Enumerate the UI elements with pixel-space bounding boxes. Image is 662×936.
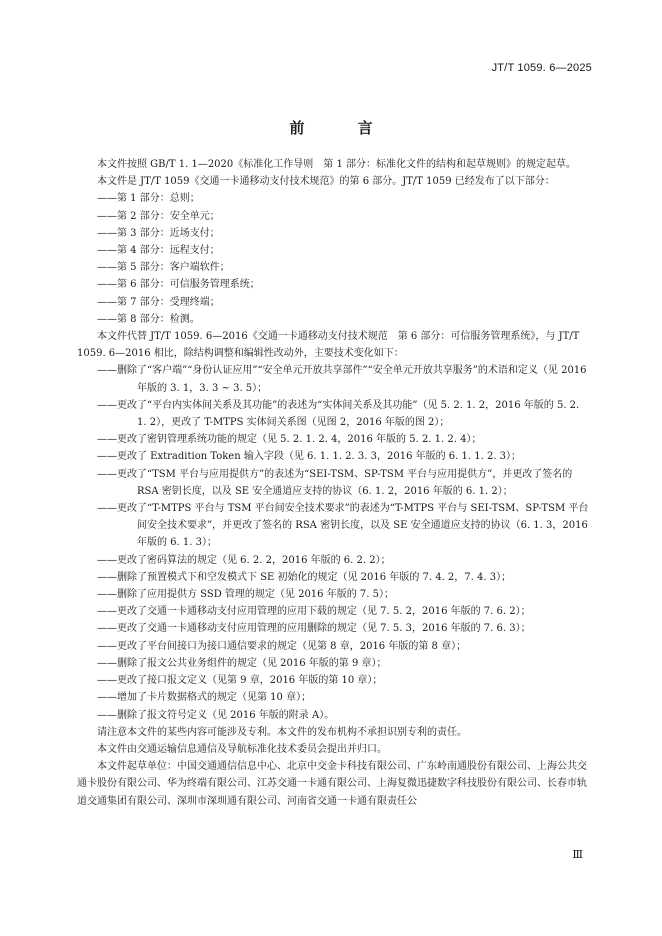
part-item: ——第 7 部分：受理终端； [97, 296, 220, 308]
committee-paragraph: 本文件由交通运输信息通信及导航标准化技术委员会提出并归口。 [97, 743, 387, 755]
change-item: ——增加了卡片数据格式的规定（见第 10 章）； [97, 692, 312, 704]
change-item: ——更改了接口报文定义（见第 9 章，2016 年版的第 10 章）； [97, 675, 383, 687]
change-item: ——删除了应用提供方 SSD 管理的规定（见 2016 年版的 7. 5）； [97, 589, 394, 601]
change-item: ——更改了“T-MTPS 平台与 TSM 平台间安全技术要求”的表述为“T-MTPS 平台与 SEI-TSM、SP-TSM 平台间安全技术要求”，并更改了签名的 RSA 密钥长度，以及 SE 安全通道应支持的协议（6. 1. 3，2016 年版的 6. 1. 3）； [97, 503, 589, 549]
change-item: ——更改了交通一卡通移动支付应用管理的应用删除的规定（见 7. 5. 3，2016 年版的 7. 6. 3）； [97, 623, 531, 635]
patent-notice: 请注意本文件的某些内容可能涉及专利。本文件的发布机构不承担识别专利的责任。 [97, 726, 467, 738]
part-item: ——第 5 部分：客户端软件； [97, 262, 230, 274]
part-item: ——第 3 部分：近场支付； [97, 227, 220, 239]
part-item: ——第 6 部分：可信服务管理系统； [97, 279, 260, 291]
page-title: 前 言 [289, 119, 397, 137]
document-body [77, 156, 589, 810]
change-item: ——更改了密钥管理系统功能的规定（见 5. 2. 1. 2. 4，2016 年版的 5. 2. 1. 2. 4）； [97, 434, 482, 446]
intro-paragraph: 本文件按照 GB/T 1. 1—2020《标准化工作导则 第 1 部分：标准化文件的结构和起草规则》的规定起草。 [97, 159, 576, 170]
change-item: ——删除了报文符号定义（见 2016 年版的附录 A）。 [97, 709, 335, 721]
part-item: ——第 4 部分：远程支付； [97, 245, 220, 257]
change-item: ——更改了 Extradition Token 输入字段（见 6. 1. 1. 2. 3. 3，2016 年版的 6. 1. 1. 2. 3）； [97, 451, 522, 463]
change-item: ——删除了报文公共业务组件的规定（见 2016 年版的第 9 章）； [97, 657, 387, 669]
standard-number: JT/T 1059. 6—2025 [491, 62, 592, 74]
part-item: ——第 8 部分：检测。 [97, 313, 200, 325]
replace-paragraph: 本文件代替 JT/T 1059. 6—2016《交通一卡通移动支付技术规范 第 6 部分：可信服务管理系统》，与 JT/T 1059. 6—2016 相比，除结构调整和编辑性改动外，主要技术变化如下： [77, 331, 580, 360]
part-item: ——第 2 部分：安全单元； [97, 210, 220, 222]
change-item: ——删除了“客户端”“身份认证应用”“安全单元开放共享部件”“安全单元开放共享服务”的术语和定义（见 2016 年版的 3. 1，3. 3 ~ 3. 5）； [97, 365, 587, 394]
change-item: ——更改了“平台内实体间关系及其功能”的表述为“实体间关系及其功能”（见 5. 2. 1. 2，2016 年版的 5. 2. 1. 2），更改了 T-MTPS 实体间关系图（见图 2，2016 年版的图 2）； [97, 399, 580, 429]
drafting-units-paragraph: 本文件起草单位：中国交通通信信息中心、北京中交金卡科技有限公司、广东岭南通股份有限公司、上海公共交通卡股份有限公司、华为终端有限公司、江苏交通一卡通有限公司、上海复微迅捷数字科技股份有限公司、长春市轨道交通集团有限公司、深圳市深圳通有限公司、河南省交通一卡通有限责任公 [77, 761, 587, 807]
change-item: ——删除了预置模式下和空发模式下 SE 初始化的规定（见 2016 年版的 7. 4. 2，7. 4. 3）； [97, 571, 512, 583]
intro-paragraph: 本文件是 JT/T 1059《交通一卡通移动支付技术规范》的第 6 部分。JT/T 1059 已经发布了以下部分： [97, 176, 555, 188]
part-item: ——第 1 部分：总则； [97, 193, 200, 205]
change-item: ——更改了“TSM 平台与应用提供方”的表述为“SEI-TSM、SP-TSM 平台与应用提供方”，并更改了签名的 RSA 密钥长度，以及 SE 安全通道应支持的协议（6. 1. 2，2016 年版的 6. 1. 2）； [97, 468, 573, 497]
change-item: ——更改了交通一卡通移动支付应用管理的应用下载的规定（见 7. 5. 2，2016 年版的 7. 6. 2）； [97, 606, 531, 618]
change-item: ——更改了平台间接口为接口通信要求的规定（见第 8 章，2016 年版的第 8 章）； [97, 640, 467, 652]
page-number: Ⅲ [572, 848, 582, 861]
parts-list [77, 190, 589, 328]
change-item: ——更改了密码算法的规定（见 6. 2. 2，2016 年版的 6. 2. 2）； [97, 554, 391, 566]
changes-list [77, 362, 589, 723]
